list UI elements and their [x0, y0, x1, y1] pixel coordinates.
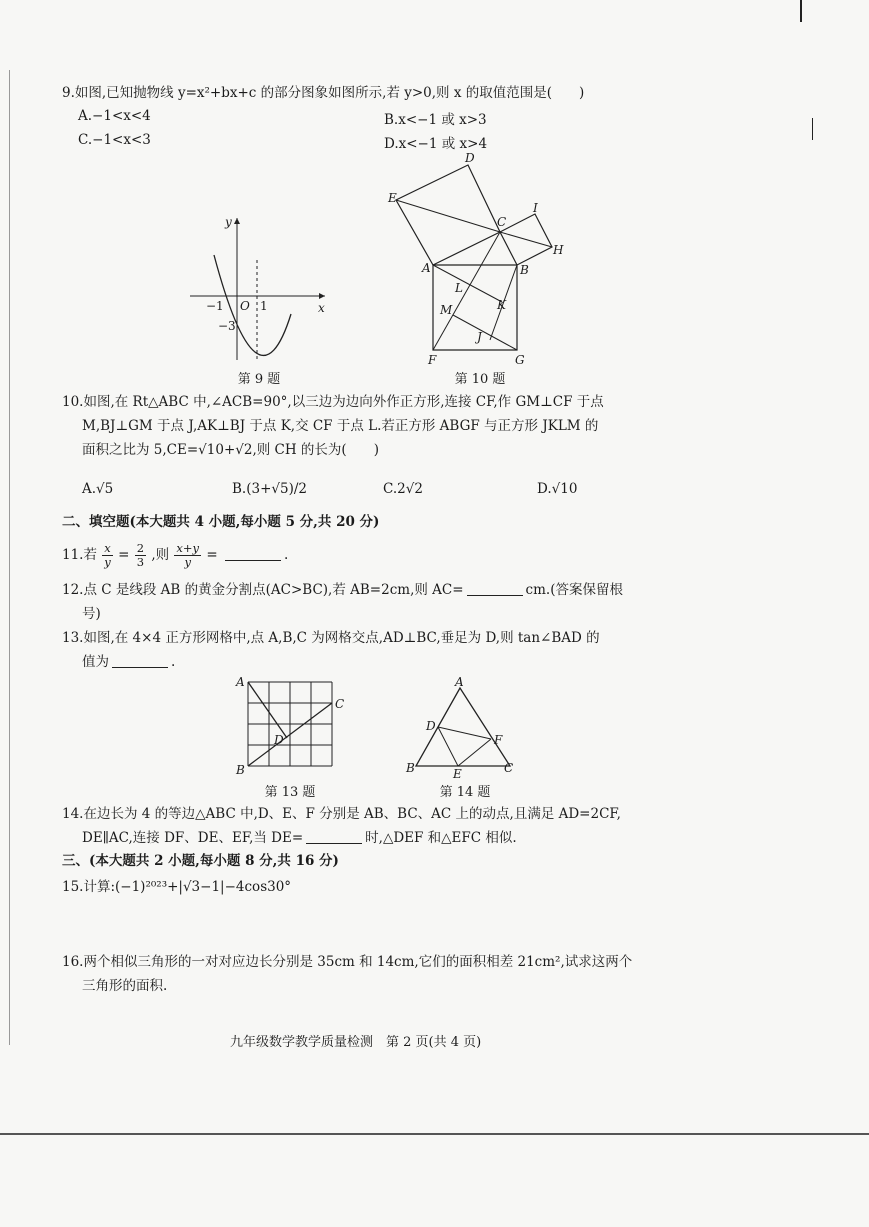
q9-parabola-figure — [180, 210, 340, 370]
q10-label-c: C — [497, 215, 507, 229]
scan-edge-mark — [812, 118, 813, 140]
q10-line3: 面积之比为 5,CE=√10+√2,则 CH 的长为( ) — [82, 442, 379, 458]
q10-label-g: G — [515, 353, 525, 367]
q13-line1: 13.如图,在 4×4 正方形网格中,点 A,B,C 为网格交点,AD⊥BC,垂足为 D,则 tan∠BAD 的 — [62, 630, 600, 646]
q14-label-b: B — [406, 761, 415, 775]
q11-frac-x-over-y: $\frac{x}{y}$ — [104, 541, 111, 569]
q14-label-c: C — [504, 761, 514, 775]
q14-text-b: 时,△DEF 和△EFC 相似. — [365, 830, 517, 846]
q9-option-d: D.x<−1 或 x>4 — [384, 136, 488, 152]
q13-label-d: D — [274, 733, 284, 747]
q10-line2: M,BJ⊥GM 于点 J,AK⊥BJ 于点 K,交 CF 于点 L.若正方形 ABGF 与正方形 JKLM 的 — [82, 418, 599, 434]
q10-squares-figure — [380, 150, 580, 375]
q11-suffix: = — [206, 547, 218, 563]
q10-label-m: M — [440, 303, 453, 317]
q9-tick-neg3: −3 — [218, 319, 236, 333]
q10-label-k: K — [497, 298, 506, 312]
q13-label-b: B — [236, 763, 245, 777]
q14-line1: 14.在边长为 4 的等边△ABC 中,D、E、F 分别是 AB、BC、AC 上的动点,且满足 AD=2CF, — [62, 806, 621, 822]
q11-mid: ,则 — [151, 547, 170, 563]
q9-y-axis-label: y — [225, 215, 232, 229]
q9-option-c: C.−1<x<3 — [78, 132, 151, 148]
section-3-heading: 三、(本大题共 2 小题,每小题 8 分,共 16 分) — [62, 853, 339, 869]
q11-frac-sum-over-y: $\frac{x+y}{y}$ — [176, 541, 200, 569]
q14-text-a: DE∥AC,连接 DF、DE、EF,当 DE= — [82, 830, 304, 846]
q13-grid-figure — [230, 672, 350, 782]
q13-label-c: C — [335, 697, 345, 711]
q9-tick-neg1: −1 — [206, 299, 224, 313]
q10-label-j: J — [477, 330, 482, 344]
q9-stem: 9.如图,已知抛物线 y=x²+bx+c 的部分图象如图所示,若 y>0,则 x 的取值范围是( ) — [62, 85, 585, 101]
q9-origin-label: O — [240, 299, 250, 313]
q13-text-b: . — [171, 654, 176, 670]
q12-line2: 号) — [82, 606, 101, 622]
q10-caption: 第 10 题 — [454, 372, 506, 387]
q15: 15.计算:(−1)²⁰²³+|√3−1|−4cos30° — [62, 879, 292, 895]
q11-answer-blank[interactable] — [225, 548, 281, 561]
q9-option-a: A.−1<x<4 — [78, 108, 151, 124]
scan-edge-mark — [9, 70, 10, 1045]
q10-label-e: E — [388, 191, 397, 205]
q10-label-d: D — [465, 151, 475, 165]
q9-x-axis-label: x — [318, 301, 325, 315]
q10-label-b: B — [520, 263, 529, 277]
q12-text-b: cm.(答案保留根 — [525, 582, 623, 598]
q11-equals: = — [118, 547, 130, 563]
q13-text-a: 值为 — [82, 654, 109, 670]
q13-caption: 第 13 题 — [264, 785, 316, 800]
section-2-heading: 二、填空题(本大题共 4 小题,每小题 5 分,共 20 分) — [62, 514, 380, 530]
q9-caption: 第 9 题 — [237, 372, 281, 387]
page-footer: 九年级数学教学质量检测 第 2 页(共 4 页) — [230, 1035, 482, 1050]
q10-option-d: D.√10 — [537, 481, 578, 497]
q14-label-e: E — [453, 767, 462, 781]
q13-answer-blank[interactable] — [112, 655, 168, 668]
q14-line2 — [82, 829, 517, 847]
q14-answer-blank[interactable] — [306, 831, 362, 844]
q9-tick-1: 1 — [260, 299, 268, 313]
scan-edge-mark — [800, 0, 802, 22]
q12-text-a: 12.点 C 是线段 AB 的黄金分割点(AC>BC),若 AB=2cm,则 AC= — [62, 582, 464, 598]
q14-label-f: F — [494, 733, 503, 747]
q10-label-a: A — [422, 261, 431, 275]
q14-label-d: D — [426, 719, 436, 733]
q13-line2 — [82, 653, 175, 671]
q10-label-h: H — [553, 243, 564, 257]
q10-label-l: L — [455, 281, 463, 295]
scan-bottom-rule — [0, 1133, 869, 1135]
q10-label-f: F — [428, 353, 437, 367]
q11-frac-2-over-3: $\frac{2}{3}$ — [136, 541, 145, 569]
q14-caption: 第 14 题 — [439, 785, 491, 800]
q13-label-a: A — [236, 675, 245, 689]
q12-line1 — [62, 581, 623, 599]
q10-line1: 10.如图,在 Rt△ABC 中,∠ACB=90°,以三边为边向外作正方形,连接 CF,作 GM⊥CF 于点 — [62, 394, 604, 410]
q11: 11.若 $\frac{x}{y}$ = $\frac{2}{3}$ ,则 $\frac{x+y}{y}$ = . — [62, 541, 289, 569]
q10-option-a: A.√5 — [82, 481, 114, 497]
q12-answer-blank[interactable] — [467, 583, 523, 596]
q16-line2: 三角形的面积. — [82, 978, 168, 994]
q16-line1: 16.两个相似三角形的一对对应边长分别是 35cm 和 14cm,它们的面积相差 21cm²,试求这两个 — [62, 954, 633, 970]
q14-label-a: A — [455, 675, 464, 689]
q10-option-b: B.(3+√5)/2 — [232, 481, 307, 497]
q14-triangle-figure — [398, 674, 528, 782]
q9-option-b: B.x<−1 或 x>3 — [384, 112, 487, 128]
q10-option-c: C.2√2 — [383, 481, 423, 497]
q10-label-i: I — [533, 201, 538, 215]
q11-prefix: 11.若 — [62, 547, 97, 563]
